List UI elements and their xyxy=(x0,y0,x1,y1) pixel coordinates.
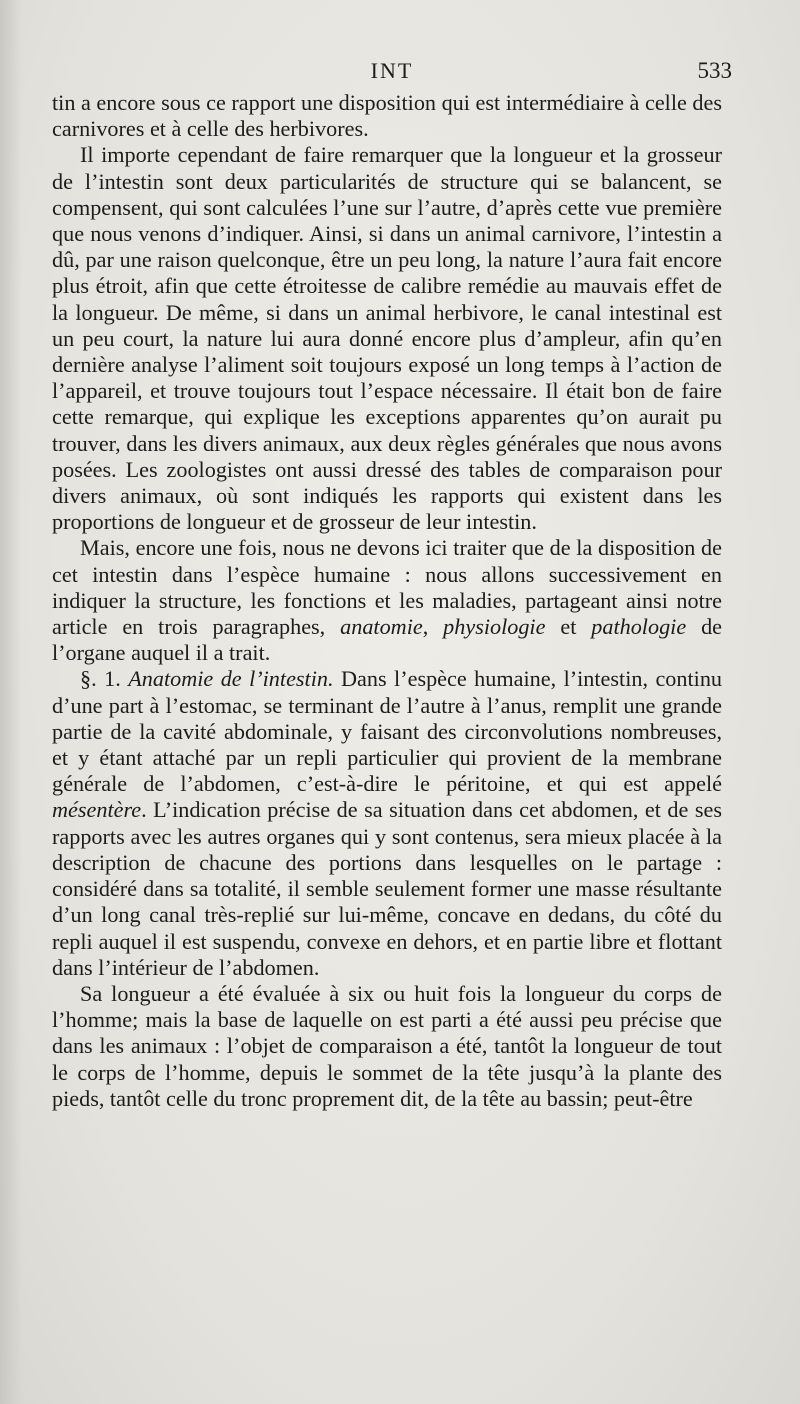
paragraph xyxy=(52,666,722,980)
text-run: . L’indication précise de sa situation dans cet abdomen, et de ses rapports avec les autres organes qui y sont contenus, sera mieux placée à la description de chacune des portions dans lesquelles on le partage : considéré dans sa totalité, il semble seulement former une masse résultante d’un long canal très-replié sur lui-même, concave en dedans, du côté du repli auquel il est suspendu, convexe en dehors, et en partie libre et flottant dans l’intérieur de l’abdomen. xyxy=(52,797,722,980)
text-run: Il importe cependant de faire remarquer que la longueur et la grosseur de l’intestin sont deux particularités de structure qui se balancent, se compensent, qui sont calculées l’une sur l’autre, d’après cette vue première que nous venons d’indiquer. Ainsi, si dans un animal carnivore, l’intestin a dû, par une raison quelconque, être un peu long, la nature l’aura fait encore plus étroit, afin que cette étroitesse de calibre remédie au mauvais effet de la longueur. De même, si dans un animal herbivore, le canal intestinal est un peu court, la nature lui aura donné encore plus d’ampleur, afin qu’en dernière analyse l’aliment soit toujours exposé un long temps à l’action de l’appareil, et trouve toujours tout l’espace nécessaire. Il était bon de faire cette remarque, qui explique les exceptions apparentes qu’on aurait pu trouver, dans les divers animaux, aux deux règles générales que nous avons posées. Les zoologistes ont aussi dressé des tables de comparaison pour divers animaux, où sont indiqués les rapports qui existent dans les proportions de longueur et de grosseur de leur intestin. xyxy=(52,142,722,535)
italic-text: pathologie xyxy=(591,614,687,640)
paragraph xyxy=(52,535,722,666)
text-run: et xyxy=(545,614,592,640)
paragraph xyxy=(52,981,722,1112)
text-run: de l’organe auquel il a trait. xyxy=(52,614,723,666)
italic-text: mésentère xyxy=(52,797,142,823)
text-run: , xyxy=(422,614,444,640)
paragraph xyxy=(52,142,722,535)
text-run: Mais, encore une fois, nous ne devons ici traiter que de la disposition de cet intestin dans l’espèce humaine : nous allons successivement en indiquer la structure, les fonctions et les maladies, partageant ainsi notre article en trois paragraphes, xyxy=(52,535,722,640)
paragraph xyxy=(52,90,722,142)
page-gutter-shadow xyxy=(0,0,22,1404)
italic-text: Anatomie de l’intestin. xyxy=(128,666,334,692)
italic-text: anatomie xyxy=(340,614,423,640)
running-head-title: INT xyxy=(370,58,414,83)
running-head xyxy=(52,58,732,88)
text-run: Sa longueur a été évaluée à six ou huit fois la longueur du corps de l’homme; mais la base de laquelle on est parti a été aussi peu précise que dans les animaux : l’objet de comparaison a été, tantôt la longueur de tout le corps de l’homme, depuis le sommet de la tête jusqu’à la plante des pieds, tantôt celle du tronc proprement dit, de la tête au bassin; peut-être xyxy=(52,980,722,1111)
page-number: 533 xyxy=(697,58,732,83)
text-run: §. 1. xyxy=(80,666,129,692)
text-run: Dans l’espèce humaine, l’intestin, continu d’une part à l’estomac, se terminant de l’autre à l’anus, remplit une grande partie de la cavité abdominale, y faisant des circonvolutions nombreuses, et y étant attaché par un repli particulier qui provient de la membrane générale de l’abdomen, c’est-à-dire le péritoine, et qui est appelé xyxy=(52,666,723,797)
italic-text: physiologie xyxy=(443,614,546,640)
body-text xyxy=(52,90,722,1112)
text-run: tin a encore sous ce rapport une disposition qui est intermédiaire à celle des carnivores et à celle des herbivores. xyxy=(52,90,722,142)
